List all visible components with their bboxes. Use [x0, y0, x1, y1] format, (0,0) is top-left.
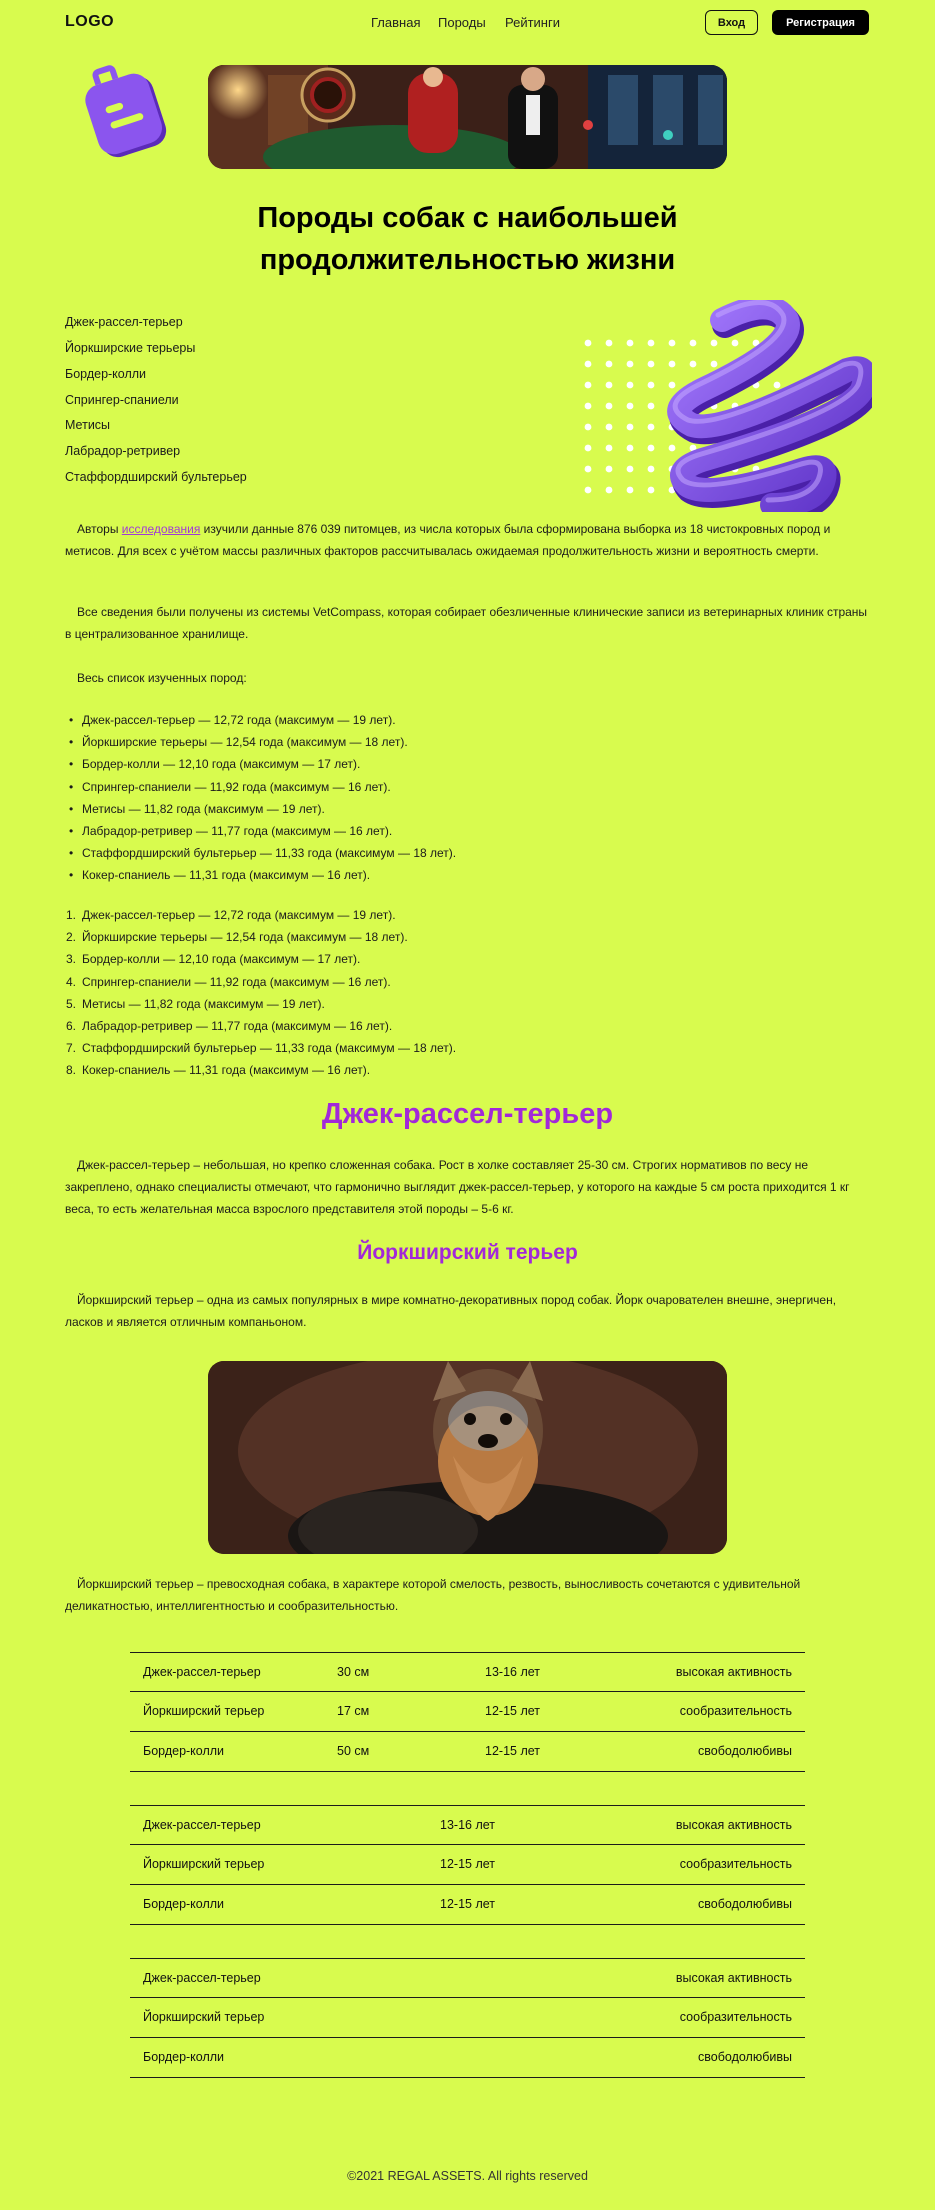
ordered-list-item [66, 926, 408, 948]
list-number: 3. [66, 952, 77, 967]
yorkshire-paragraph-2 [65, 1573, 870, 1617]
bullet-dot: • [69, 757, 74, 772]
logo[interactable]: LOGO [65, 13, 115, 30]
list-heading [65, 667, 870, 689]
bullet-list-item [66, 798, 325, 820]
hero-image [208, 65, 727, 169]
dot [585, 487, 592, 494]
ordered-list-item [66, 904, 396, 926]
table-cell: сообразительность [679, 1857, 792, 1871]
table-cell: высокая активность [675, 1665, 792, 1679]
table-cell: сообразительность [679, 2010, 792, 2024]
table-cell: 12-15 лет [485, 1704, 540, 1718]
table-cell: 13-16 лет [485, 1665, 540, 1679]
breed-link[interactable]: Спрингер-спаниели [65, 393, 179, 407]
breed-link[interactable]: Метисы [65, 418, 111, 432]
section-heading-yorkshire: Йоркширский терьер [357, 1241, 578, 1264]
dot [585, 466, 592, 473]
dot [627, 424, 634, 431]
blogger-logo-icon [84, 64, 176, 164]
list-number: 2. [66, 930, 77, 945]
dot [606, 382, 613, 389]
jack-russell-text: Джек-рассел-терьер – небольшая, но крепко сложенная собака. Рост в холке составляет 25-30 см. Строгих нормативов по весу не закреплено, однако специалисты отмечают, что гармонично выглядит джек-рассел-терьер, у которого на каждые 5 см роста приходится 1 кг веса, то есть желательная масса взрослого представителя этой породы – 5-6 кг. [65, 1158, 850, 1216]
list-number: 8. [66, 1063, 77, 1078]
bullet-dot: • [69, 801, 74, 816]
bullet-dot: • [69, 824, 74, 838]
dot [627, 403, 634, 410]
list-item-text: Йоркширские терьеры — 12,54 года (максимум — 18 лет). [82, 735, 408, 750]
bullet-dot: • [69, 735, 74, 750]
list-item-text: Джек-рассел-терьер — 12,72 года (максимум — 19 лет). [82, 713, 396, 727]
table-cell: Бордер-колли [143, 1897, 225, 1911]
nav-home[interactable]: Главная [371, 15, 421, 30]
dot [585, 424, 592, 431]
yorkshire-text: Йоркширский терьер – одна из самых популярных в мире комнатно-декоративных пород собак. Йорк очарователен внешне, энергичен, ласков и является отличным компаньоном. [65, 1293, 837, 1329]
dot [648, 424, 655, 431]
table-cell: Джек-рассел-терьер [143, 1971, 261, 1985]
table-row [130, 1845, 805, 1885]
dot [585, 340, 592, 347]
list-number: 6. [66, 1019, 77, 1033]
bullet-list-item [66, 864, 370, 886]
bullet-list-item [66, 731, 408, 753]
table-cell: высокая активность [675, 1971, 792, 1985]
table-cell: 12-15 лет [440, 1897, 495, 1911]
dot [627, 340, 634, 347]
dot [648, 361, 655, 368]
source-text: Все сведения были получены из системы VetCompass, которая собирает обезличенные клинические записи из ветеринарных клиник страны в централизованное хранилище. [65, 605, 868, 641]
list-item-text: Стаффордширский бультерьер — 11,33 года (максимум — 18 лет). [82, 846, 457, 861]
intro-text-before: Авторы [77, 522, 122, 536]
dot [606, 361, 613, 368]
intro-paragraph [65, 518, 870, 562]
dot [648, 340, 655, 347]
table-cell: свободолюбивы [698, 1744, 792, 1758]
bullet-list-item [66, 820, 392, 842]
bullet-dot: • [69, 868, 74, 883]
list-number: 5. [66, 996, 77, 1011]
dot [606, 424, 613, 431]
list-heading-text: Весь список изученных пород: [77, 671, 247, 685]
ordered-list-item [66, 1015, 392, 1037]
research-link[interactable]: исследования [121, 522, 201, 536]
dot [585, 403, 592, 410]
table-cell: Йоркширский терьер [143, 1857, 265, 1871]
yorkshire-text-2: Йоркширский терьер – превосходная собака, в характере которой смелость, резвость, выносливость сочетаются с удивительной деликатностью, интеллигентностью и сообразительностью. [65, 1577, 801, 1613]
login-button[interactable]: Вход [705, 10, 758, 35]
breed-link[interactable]: Стаффордширский бультерьер [65, 470, 247, 484]
dot [648, 445, 655, 452]
intro-text-after: изучили данные 876 039 питомцев, из числа которых была сформирована выборка из 18 чистокровных пород и метисов. Для всех с учётом массы различных факторов рассчитывалась ожидаемая продолжительность жизни и вероятность смерти. [65, 522, 831, 558]
list-item-text: Лабрадор-ретривер — 11,77 года (максимум — 16 лет). [82, 1019, 393, 1033]
list-item-text: Кокер-спаниель — 11,31 года (максимум — 16 лет). [82, 868, 371, 883]
dot [585, 382, 592, 389]
breed-link[interactable]: Лабрадор-ретривер [65, 444, 181, 458]
table-cell: сообразительность [679, 1704, 792, 1718]
dot [585, 445, 592, 452]
table-row [130, 1732, 805, 1772]
ordered-list-item [66, 993, 325, 1015]
dot [606, 445, 613, 452]
table-cell: Бордер-колли [143, 1744, 225, 1758]
breed-link[interactable]: Бордер-колли [65, 367, 147, 381]
list-number: 1. [66, 908, 77, 922]
list-item-text: Джек-рассел-терьер — 12,72 года (максимум — 19 лет). [82, 908, 396, 922]
ordered-list-item [66, 971, 391, 993]
list-item-text: Бордер-колли — 12,10 года (максимум — 17 лет). [82, 757, 361, 772]
table-cell: 50 см [337, 1744, 370, 1758]
dot [627, 466, 634, 473]
dot [648, 466, 655, 473]
yorkshire-paragraph [65, 1289, 870, 1333]
list-item-text: Стаффордширский бультерьер — 11,33 года (максимум — 18 лет). [82, 1041, 457, 1056]
list-item-text: Спрингер-спаниели — 11,92 года (максимум — 16 лет). [82, 779, 391, 794]
nav-breeds[interactable]: Породы [438, 15, 486, 30]
dot [627, 487, 634, 494]
list-number: 7. [66, 1041, 77, 1056]
list-item-text: Йоркширские терьеры — 12,54 года (максимум — 18 лет). [82, 930, 408, 945]
table-cell: 13-16 лет [440, 1818, 495, 1832]
bullet-list-item [66, 776, 391, 798]
page-title: Породы собак с наибольшей продолжительностью жизни [257, 202, 678, 276]
bullet-dot: • [69, 713, 74, 727]
table-cell: свободолюбивы [698, 1897, 792, 1911]
dot [648, 487, 655, 494]
dot [627, 361, 634, 368]
breed-link[interactable]: Йоркширские терьеры [65, 341, 196, 355]
table-cell: 12-15 лет [485, 1744, 540, 1758]
section-heading-jack-russell: Джек-рассел-терьер [321, 1098, 614, 1130]
bullet-list-item [66, 753, 360, 775]
list-item-text: Кокер-спаниель — 11,31 года (максимум — 16 лет). [82, 1063, 371, 1078]
dot [606, 340, 613, 347]
table-row [130, 1958, 805, 1998]
table-cell: Джек-рассел-терьер [143, 1818, 261, 1832]
dot [627, 382, 634, 389]
table-row [130, 1885, 805, 1925]
footer-copyright: ©2021 REGAL ASSETS. All rights reserved [347, 2169, 588, 2183]
bullet-dot: • [69, 779, 74, 794]
table-row [130, 1652, 805, 1692]
jack-russell-paragraph [65, 1154, 870, 1220]
dot [606, 487, 613, 494]
dot [585, 361, 592, 368]
ordered-list-item [66, 948, 360, 970]
breed-link[interactable]: Джек-рассел-терьер [65, 315, 183, 329]
table-cell: 17 см [337, 1704, 370, 1718]
table-cell: Йоркширский терьер [143, 1704, 265, 1718]
list-item-text: Метисы — 11,82 года (максимум — 19 лет). [82, 801, 325, 816]
spring-coil-icon [662, 300, 872, 512]
table-cell: 30 см [337, 1665, 370, 1679]
source-paragraph [65, 601, 870, 645]
dot [648, 382, 655, 389]
list-item-text: Спрингер-спаниели — 11,92 года (максимум — 16 лет). [82, 974, 391, 989]
yorkshire-terrier-photo [208, 1361, 727, 1554]
table-row [130, 1692, 805, 1732]
register-button[interactable]: Регистрация [772, 10, 869, 35]
table-cell: 12-15 лет [440, 1857, 495, 1871]
nav-ratings[interactable]: Рейтинги [505, 15, 560, 30]
table-row [130, 1805, 805, 1845]
table-cell: высокая активность [675, 1818, 792, 1832]
table-cell: Йоркширский терьер [143, 2010, 265, 2024]
list-item-text: Метисы — 11,82 года (максимум — 19 лет). [82, 996, 325, 1011]
table-cell: Бордер-колли [143, 2050, 225, 2064]
bullet-list-item [66, 709, 396, 731]
bullet-dot: • [69, 846, 74, 861]
ordered-list-item [66, 1059, 370, 1081]
list-item-text: Бордер-колли — 12,10 года (максимум — 17 лет). [82, 952, 361, 967]
bullet-list-item [66, 842, 456, 864]
ordered-list-item [66, 1037, 456, 1059]
dot [606, 466, 613, 473]
table-row [130, 1998, 805, 2038]
dot [627, 445, 634, 452]
list-item-text: Лабрадор-ретривер — 11,77 года (максимум — 16 лет). [82, 824, 393, 838]
table-cell: свободолюбивы [698, 2050, 792, 2064]
table-cell: Джек-рассел-терьер [143, 1665, 261, 1679]
list-number: 4. [66, 974, 77, 989]
dot [606, 403, 613, 410]
dot [648, 403, 655, 410]
table-row [130, 2038, 805, 2078]
